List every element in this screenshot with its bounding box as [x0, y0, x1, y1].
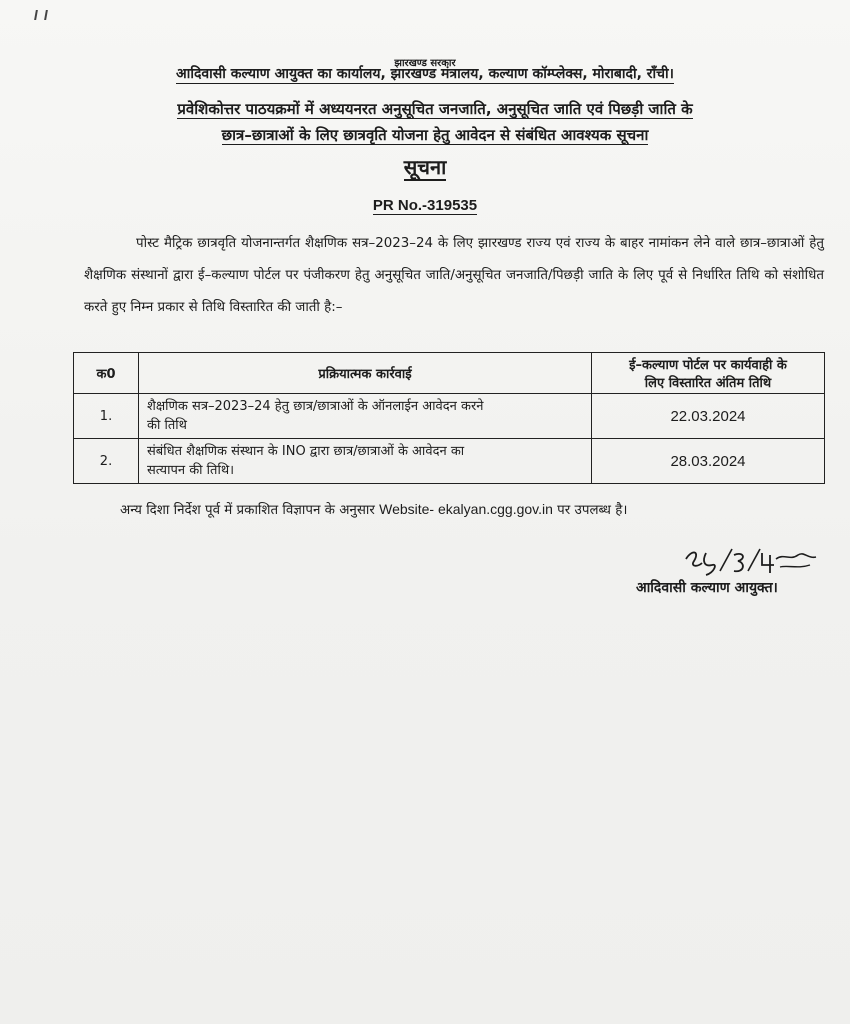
row-date: 28.03.2024 — [592, 439, 825, 484]
header-date-line-2: लिए विस्तारित अंतिम तिथि — [644, 376, 772, 391]
subject-heading — [95, 96, 775, 148]
signatory-designation: आदिवासी कल्याण आयुक्त। — [636, 580, 778, 596]
header-serial: क0 — [74, 353, 139, 394]
pr-number-text: PR No.-319535 — [372, 197, 478, 214]
row-action — [139, 394, 592, 439]
row-action-line-1: संबंधित शैक्षणिक संस्थान के INO द्वारा छात्र/छात्राओं के आवेदन का — [147, 444, 465, 459]
header-date-line-1: ई–कल्याण पोर्टल पर कार्यवाही के — [629, 358, 787, 373]
row-action-line-1: शैक्षणिक सत्र–2023–24 हेतु छात्र/छात्राओं के ऑनलाईन आवेदन करने — [147, 399, 484, 414]
header-date — [592, 353, 825, 394]
government-heading: झारखण्ड सरकार — [394, 58, 456, 69]
row-action — [139, 439, 592, 484]
row-action-line-2: की तिथि — [147, 418, 187, 433]
schedule-table — [73, 352, 825, 484]
website-text: Website- ekalyan.cgg.gov.in — [379, 501, 553, 517]
row-serial: 1. — [74, 394, 139, 439]
table-row — [74, 394, 825, 439]
row-serial: 2. — [74, 439, 139, 484]
subject-line-2: छात्र–छात्राओं के लिए छात्रवृति योजना हेतु आवेदन से संबंधित आवश्यक सूचना — [221, 126, 649, 144]
row-action-line-2: सत्यापन की तिथि। — [147, 463, 235, 478]
row-date: 22.03.2024 — [592, 394, 825, 439]
table-header-row — [74, 353, 825, 394]
office-heading — [0, 64, 850, 83]
office-heading-text: आदिवासी कल्याण आयुक्त का कार्यालय, झारखण्ड मंत्रालय, कल्याण कॉम्प्लेक्स, मोराबादी, राँची। — [176, 66, 674, 82]
scan-mark — [34, 10, 48, 20]
table-row — [74, 439, 825, 484]
notice-body: पोस्ट मैट्रिक छात्रवृति योजनान्तर्गत शैक्षणिक सत्र–2023–24 के लिए झारखण्ड राज्य एवं राज्य के बाहर नामांकन लेने वाले छात्र–छात्राओं हेतु शैक्षणिक संस्थानों द्वारा ई–कल्याण पोर्टल पर पंजीकरण हेतु अनुसूचित जाति/अनुसूचित जनजाति/पिछड़ी जाति के लिए पूर्व से निर्धारित तिथि को संशोधित करते हुए निम्न प्रकार से तिथि विस्तारित की जाती है:– — [84, 236, 824, 315]
footer-text-before: अन्य दिशा निर्देश पूर्व में प्रकाशित विज्ञापन के अनुसार — [120, 503, 380, 518]
pr-number — [0, 197, 850, 214]
footer-note — [120, 500, 627, 518]
footer-text-after: पर उपलब्ध है। — [552, 503, 628, 518]
notice-title — [0, 153, 850, 180]
notice-title-text: सूचना — [403, 155, 447, 179]
header-action: प्रक्रियात्मक कार्रवाई — [139, 353, 592, 394]
subject-line-1: प्रवेशिकोत्तर पाठयक्रमों में अध्ययनरत अनुसूचित जनजाति, अनुसूचित जाति एवं पिछड़ी जाति के — [177, 100, 693, 118]
